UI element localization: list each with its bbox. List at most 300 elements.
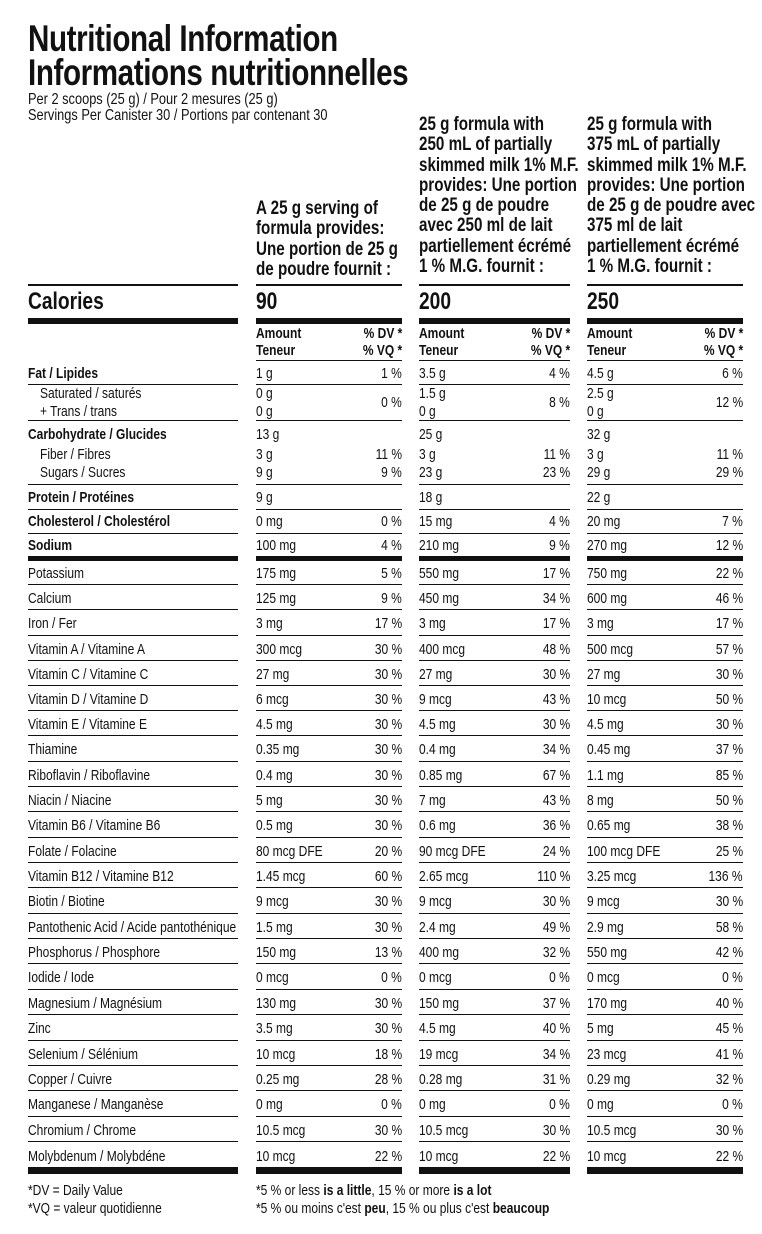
row-rule-col-2 xyxy=(419,989,570,990)
row-rule-col-3 xyxy=(587,584,743,585)
nutrient-dv: 25 % xyxy=(715,843,743,860)
nutrient-amount: 550 mg xyxy=(419,565,460,582)
nutrient-dv: 17 % xyxy=(374,615,402,632)
row-rule-label xyxy=(28,484,238,485)
nutrient-amount: 0.85 mg xyxy=(419,767,463,784)
nutrient-label: Vitamin A / Vitamine A xyxy=(28,641,145,658)
nutrient-amount: 10.5 mcg xyxy=(587,1122,637,1139)
rule-top-col-3 xyxy=(587,284,743,286)
footnote-english-scale: *5 % or less is a little, 15 % or more is a lot xyxy=(256,1182,492,1199)
row-rule-col-2 xyxy=(419,509,570,510)
nutrient-dv: 9 % xyxy=(381,464,402,481)
nutrient-amount: 0 mg xyxy=(256,513,283,530)
row-rule-col-1 xyxy=(256,484,402,485)
nutrient-amount: 0.4 mg xyxy=(256,767,293,784)
amount-header-col-1: Amount Teneur xyxy=(256,325,302,359)
row-rule-col-2 xyxy=(419,384,570,385)
column-heading-line: partiellement écrémé xyxy=(587,235,740,257)
nutrient-dv: 30 % xyxy=(715,666,743,683)
row-rule-col-1 xyxy=(256,556,402,561)
row-rule-col-3 xyxy=(587,533,743,534)
nutrient-amount: 175 mg xyxy=(256,565,297,582)
nutrient-dv: 6 % xyxy=(722,365,743,382)
row-rule-col-2 xyxy=(419,533,570,534)
row-rule-col-1 xyxy=(256,533,402,534)
calories-value-col-1: 90 xyxy=(256,288,278,315)
nutrient-dv: 12 % xyxy=(715,537,743,554)
footnote-french-scale: *5 % ou moins c'est peu, 15 % ou plus c'est beaucoup xyxy=(256,1200,550,1217)
nutrient-label: Biotin / Biotine xyxy=(28,893,105,910)
row-rule-col-3 xyxy=(587,1014,743,1015)
row-rule-col-1 xyxy=(256,509,402,510)
rule-top-col-2 xyxy=(419,284,570,286)
row-rule-col-2 xyxy=(419,887,570,888)
nutrient-dv: 30 % xyxy=(715,716,743,733)
row-rule-label xyxy=(28,837,238,838)
nutrient-label: Iodide / Iode xyxy=(28,969,95,986)
column-heading-line: skimmed milk 1% M.F. xyxy=(587,154,747,176)
nutrient-amount: 3 g xyxy=(256,446,273,463)
nutrient-amount: 2.65 mcg xyxy=(419,868,469,885)
nutrient-dv: 41 % xyxy=(715,1046,743,1063)
row-rule-col-2 xyxy=(419,1116,570,1117)
nutrient-amount: 0 mcg xyxy=(419,969,452,986)
rule-subheader-col-1 xyxy=(256,360,402,361)
nutrient-amount: 18 g xyxy=(419,489,443,506)
row-rule-col-1 xyxy=(256,1167,402,1174)
row-rule-label xyxy=(28,1090,238,1091)
nutrient-amount: 4.5 mg xyxy=(587,716,624,733)
nutrient-label: Vitamin E / Vitamine E xyxy=(28,716,147,733)
nutrient-dv: 9 % xyxy=(549,537,570,554)
nutrient-amount: 6 mcg xyxy=(256,691,289,708)
calories-value-col-3: 250 xyxy=(587,288,620,315)
nutrient-dv: 11 % xyxy=(375,446,402,463)
dv-header-col-2: % DV * % VQ * xyxy=(530,325,570,359)
nutrient-dv: 1 % xyxy=(381,365,402,382)
nutrient-dv: 30 % xyxy=(542,1122,570,1139)
nutrient-dv: 30 % xyxy=(715,893,743,910)
nutrient-dv: 48 % xyxy=(542,641,570,658)
nutrient-amount: 0.45 mg xyxy=(587,741,631,758)
row-rule-col-1 xyxy=(256,1040,402,1041)
row-rule-label xyxy=(28,761,238,762)
row-rule-label xyxy=(28,1167,238,1174)
row-rule-col-3 xyxy=(587,420,743,421)
nutrient-amount: 170 mg xyxy=(587,995,628,1012)
nutrient-dv: 0 % xyxy=(381,969,402,986)
serving-size: Per 2 scoops (25 g) / Pour 2 mesures (25 g) xyxy=(28,91,278,108)
rule-subheader-col-3 xyxy=(587,360,743,361)
row-rule-col-3 xyxy=(587,1065,743,1066)
nutrient-dv: 4 % xyxy=(381,537,402,554)
nutrient-label: Iron / Fer xyxy=(28,615,77,632)
nutrient-dv: 40 % xyxy=(542,1020,570,1037)
row-rule-col-3 xyxy=(587,938,743,939)
row-rule-label xyxy=(28,963,238,964)
nutrient-dv: 34 % xyxy=(542,1046,570,1063)
nutrient-amount: 3.5 g xyxy=(419,365,446,382)
nutrient-amount: 3 mg xyxy=(256,615,283,632)
nutrient-amount: 4.5 mg xyxy=(419,716,456,733)
nutrient-amount: 0 mg xyxy=(256,1096,283,1113)
nutrient-amount: 0 mg xyxy=(419,1096,446,1113)
nutrient-dv: 0 % xyxy=(722,969,743,986)
nutrient-amount: 125 mg xyxy=(256,590,297,607)
row-rule-col-1 xyxy=(256,685,402,686)
nutrient-amount: 600 mg xyxy=(587,590,628,607)
nutrient-label: Manganese / Manganèse xyxy=(28,1096,164,1113)
nutrient-amount: 0 g xyxy=(419,403,436,420)
row-rule-col-3 xyxy=(587,1116,743,1117)
nutrient-dv: 30 % xyxy=(374,716,402,733)
row-rule-label xyxy=(28,584,238,585)
nutrient-dv: 30 % xyxy=(374,741,402,758)
nutrient-dv: 4 % xyxy=(549,365,570,382)
row-rule-col-2 xyxy=(419,1090,570,1091)
row-rule-col-2 xyxy=(419,761,570,762)
row-rule-col-3 xyxy=(587,556,743,561)
nutrient-label: Vitamin B12 / Vitamine B12 xyxy=(28,868,174,885)
nutrient-dv: 50 % xyxy=(715,792,743,809)
row-rule-col-1 xyxy=(256,811,402,812)
row-rule-col-2 xyxy=(419,635,570,636)
nutrient-dv: 0 % xyxy=(381,513,402,530)
row-rule-col-2 xyxy=(419,1040,570,1041)
nutrient-dv: 0 % xyxy=(381,1096,402,1113)
row-rule-label xyxy=(28,1116,238,1117)
nutrient-dv: 110 % xyxy=(536,868,570,885)
nutrient-dv: 85 % xyxy=(715,767,743,784)
nutrient-dv: 23 % xyxy=(542,464,570,481)
nutrient-amount: 10 mcg xyxy=(256,1148,296,1165)
nutrient-amount: 9 mcg xyxy=(256,893,289,910)
row-rule-col-2 xyxy=(419,963,570,964)
nutrient-dv: 34 % xyxy=(542,590,570,607)
nutrient-amount: 10.5 mcg xyxy=(419,1122,469,1139)
nutrient-dv: 30 % xyxy=(374,1122,402,1139)
nutrient-dv: 11 % xyxy=(543,446,570,463)
nutrient-dv: 30 % xyxy=(374,666,402,683)
row-rule-col-2 xyxy=(419,556,570,561)
nutrient-amount: 19 mcg xyxy=(419,1046,459,1063)
column-heading-line: provides: Une portion xyxy=(587,174,745,196)
nutrient-dv: 136 % xyxy=(708,868,743,885)
nutrient-dv: 30 % xyxy=(374,641,402,658)
column-heading-line: provides: Une portion xyxy=(419,174,577,196)
column-heading-line: 25 g formula with xyxy=(419,114,544,135)
nutrient-label: Carbohydrate / Glucides xyxy=(28,426,167,443)
nutrient-label: Fat / Lipides xyxy=(28,365,99,382)
nutrient-amount: 300 mcg xyxy=(256,641,303,658)
nutrient-amount: 150 mg xyxy=(256,944,297,961)
nutrient-label: Vitamin C / Vitamine C xyxy=(28,666,149,683)
row-rule-col-1 xyxy=(256,1141,402,1142)
nutrient-amount: 4.5 mg xyxy=(419,1020,456,1037)
nutrient-amount: 210 mg xyxy=(419,537,460,554)
row-rule-col-1 xyxy=(256,887,402,888)
nutrient-amount: 0.6 mg xyxy=(419,817,456,834)
row-rule-col-3 xyxy=(587,1090,743,1091)
row-rule-col-3 xyxy=(587,1040,743,1041)
nutrient-amount: 9 mcg xyxy=(587,893,620,910)
row-rule-col-3 xyxy=(587,609,743,610)
column-heading-line: 250 mL of partially xyxy=(419,134,553,156)
nutrient-amount: 25 g xyxy=(419,426,443,443)
column-heading-line: A 25 g serving of xyxy=(256,198,378,219)
title-english: Nutritional Information xyxy=(28,18,338,59)
row-rule-label xyxy=(28,938,238,939)
nutrient-amount: 15 mg xyxy=(419,513,453,530)
nutrient-dv: 13 % xyxy=(374,944,402,961)
nutrient-amount: 29 g xyxy=(587,464,611,481)
nutrient-label: Thiamine xyxy=(28,741,78,758)
nutrient-amount: 10 mcg xyxy=(587,1148,627,1165)
nutrient-amount: 2.9 mg xyxy=(587,919,624,936)
nutrient-amount: 27 mg xyxy=(419,666,453,683)
title-french: Informations nutritionnelles xyxy=(28,52,409,93)
row-rule-col-3 xyxy=(587,761,743,762)
nutrient-dv: 40 % xyxy=(715,995,743,1012)
row-rule-col-1 xyxy=(256,913,402,914)
nutrient-amount: 3 g xyxy=(587,446,604,463)
row-rule-col-2 xyxy=(419,786,570,787)
nutrient-label: Riboflavin / Riboflavine xyxy=(28,767,151,784)
row-rule-col-1 xyxy=(256,1090,402,1091)
nutrient-amount: 1 g xyxy=(256,365,273,382)
nutrient-dv: 32 % xyxy=(715,1071,743,1088)
row-rule-label xyxy=(28,786,238,787)
nutrient-label: Molybdenum / Molybdéne xyxy=(28,1148,166,1165)
nutrient-label: Vitamin D / Vitamine D xyxy=(28,691,149,708)
nutrient-amount: 9 mcg xyxy=(419,893,452,910)
row-rule-col-2 xyxy=(419,862,570,863)
nutrient-dv: 30 % xyxy=(374,767,402,784)
nutrient-amount: 0 mcg xyxy=(587,969,620,986)
row-rule-label xyxy=(28,989,238,990)
nutrient-amount: 3.25 mcg xyxy=(587,868,637,885)
nutrient-dv: 0 % xyxy=(722,1096,743,1113)
nutrient-dv: 37 % xyxy=(715,741,743,758)
nutrient-dv: 30 % xyxy=(715,1122,743,1139)
row-rule-col-1 xyxy=(256,710,402,711)
row-rule-col-1 xyxy=(256,384,402,385)
nutrient-amount: 10.5 mcg xyxy=(256,1122,306,1139)
nutrient-amount: 0 mg xyxy=(587,1096,614,1113)
nutrient-dv: 60 % xyxy=(374,868,402,885)
row-rule-col-3 xyxy=(587,660,743,661)
nutrient-dv: 50 % xyxy=(715,691,743,708)
nutrient-dv: 30 % xyxy=(374,919,402,936)
row-rule-label xyxy=(28,862,238,863)
calories-label: Calories xyxy=(28,288,104,315)
dv-header-col-3: % DV * % VQ * xyxy=(703,325,743,359)
row-rule-label xyxy=(28,710,238,711)
row-rule-col-3 xyxy=(587,811,743,812)
nutrient-label: Cholesterol / Cholestérol xyxy=(28,513,171,530)
nutrient-label: Zinc xyxy=(28,1020,51,1037)
nutrient-label: Fiber / Fibres xyxy=(40,446,111,463)
row-rule-label xyxy=(28,384,238,385)
row-rule-col-3 xyxy=(587,484,743,485)
nutrient-dv: 30 % xyxy=(542,893,570,910)
nutrient-dv: 22 % xyxy=(374,1148,402,1165)
row-rule-col-2 xyxy=(419,710,570,711)
nutrient-amount: 9 g xyxy=(256,464,273,481)
nutrient-amount: 400 mcg xyxy=(419,641,466,658)
row-rule-col-1 xyxy=(256,963,402,964)
calories-value-col-2: 200 xyxy=(419,288,452,315)
column-heading-line: partiellement écrémé xyxy=(419,235,572,257)
nutrient-amount: 0.28 mg xyxy=(419,1071,463,1088)
nutrient-amount: 100 mcg DFE xyxy=(587,843,661,860)
nutrient-dv: 22 % xyxy=(715,1148,743,1165)
nutrient-dv: 0 % xyxy=(549,969,570,986)
nutrient-dv: 36 % xyxy=(542,817,570,834)
row-rule-label xyxy=(28,913,238,914)
nutrient-dv: 46 % xyxy=(715,590,743,607)
nutrient-amount: 3 mg xyxy=(587,615,614,632)
row-rule-col-1 xyxy=(256,584,402,585)
nutrient-amount: 2.5 g xyxy=(587,385,614,402)
row-rule-col-3 xyxy=(587,710,743,711)
row-rule-col-1 xyxy=(256,635,402,636)
row-rule-label xyxy=(28,887,238,888)
nutrient-amount: 5 mg xyxy=(587,1020,614,1037)
nutrient-dv: 42 % xyxy=(715,944,743,961)
rule-thick-label xyxy=(28,318,238,324)
column-heading-line: Une portion de 25 g xyxy=(256,238,398,260)
row-rule-col-1 xyxy=(256,1065,402,1066)
nutrient-amount: 3 g xyxy=(419,446,436,463)
nutrient-amount: 9 mcg xyxy=(419,691,452,708)
nutrient-dv: 9 % xyxy=(381,590,402,607)
row-rule-label xyxy=(28,1065,238,1066)
row-rule-col-3 xyxy=(587,509,743,510)
row-rule-col-2 xyxy=(419,420,570,421)
nutrient-amount: 8 mg xyxy=(587,792,614,809)
row-rule-label xyxy=(28,420,238,421)
row-rule-col-3 xyxy=(587,685,743,686)
nutrient-amount: 9 g xyxy=(256,489,273,506)
nutrient-dv: 22 % xyxy=(542,1148,570,1165)
rule-thick-col-2 xyxy=(419,318,570,324)
nutrient-amount: 7 mg xyxy=(419,792,446,809)
nutrient-dv: 28 % xyxy=(374,1071,402,1088)
column-heading-line: 25 g formula with xyxy=(587,114,712,135)
column-heading-375ml xyxy=(587,115,762,277)
row-rule-col-3 xyxy=(587,837,743,838)
nutrient-label: Sodium xyxy=(28,537,72,554)
nutrient-amount: 0.35 mg xyxy=(256,741,300,758)
nutrient-amount: 2.4 mg xyxy=(419,919,456,936)
row-rule-col-2 xyxy=(419,584,570,585)
column-heading-line: de 25 g de poudre xyxy=(419,195,550,217)
nutrient-amount: 1.5 mg xyxy=(256,919,293,936)
nutrient-label: Vitamin B6 / Vitamine B6 xyxy=(28,817,161,834)
nutrient-dv: 24 % xyxy=(542,843,570,860)
row-rule-col-2 xyxy=(419,1014,570,1015)
nutrient-dv: 7 % xyxy=(722,513,743,530)
nutrient-dv: 37 % xyxy=(542,995,570,1012)
nutrient-amount: 500 mcg xyxy=(587,641,634,658)
row-rule-col-1 xyxy=(256,660,402,661)
servings-per-container: Servings Per Canister 30 / Portions par contenant 30 xyxy=(28,107,328,124)
row-rule-col-2 xyxy=(419,1167,570,1174)
rule-top-label xyxy=(28,284,238,286)
nutrient-dv: 30 % xyxy=(542,666,570,683)
nutrient-dv: 30 % xyxy=(542,716,570,733)
nutrient-amount: 10 mcg xyxy=(419,1148,459,1165)
nutrient-amount: 450 mg xyxy=(419,590,460,607)
nutrient-label: Saturated / saturés xyxy=(40,385,142,402)
row-rule-col-2 xyxy=(419,811,570,812)
row-rule-col-2 xyxy=(419,484,570,485)
nutrient-label: Pantothenic Acid / Acide pantothénique xyxy=(28,919,237,936)
column-heading-line: 1 % M.G. fournit : xyxy=(419,256,544,278)
nutrient-dv: 58 % xyxy=(715,919,743,936)
nutrient-amount: 27 mg xyxy=(256,666,290,683)
nutrient-amount: 0.25 mg xyxy=(256,1071,300,1088)
row-rule-col-1 xyxy=(256,786,402,787)
nutrient-amount: 0.65 mg xyxy=(587,817,631,834)
column-heading-line: avec 250 ml de lait xyxy=(419,215,553,237)
nutrient-amount: 22 g xyxy=(587,489,611,506)
row-rule-col-1 xyxy=(256,862,402,863)
nutrient-dv: 4 % xyxy=(549,513,570,530)
row-rule-col-2 xyxy=(419,1141,570,1142)
nutrient-amount: 80 mcg DFE xyxy=(256,843,323,860)
nutrient-label: Potassium xyxy=(28,565,85,582)
row-rule-col-2 xyxy=(419,609,570,610)
nutrient-label: Sugars / Sucres xyxy=(40,464,126,481)
nutrient-label: Copper / Cuivre xyxy=(28,1071,113,1088)
rule-top-col-1 xyxy=(256,284,402,286)
nutrient-amount: 32 g xyxy=(587,426,611,443)
nutrient-dv: 38 % xyxy=(715,817,743,834)
nutrient-amount: 1.5 g xyxy=(419,385,446,402)
row-rule-col-3 xyxy=(587,786,743,787)
row-rule-col-2 xyxy=(419,685,570,686)
nutrient-amount: 400 mg xyxy=(419,944,460,961)
nutrient-dv: 34 % xyxy=(542,741,570,758)
nutrient-dv: 11 % xyxy=(716,446,743,463)
row-rule-label xyxy=(28,635,238,636)
row-rule-col-3 xyxy=(587,1167,743,1174)
row-rule-col-1 xyxy=(256,735,402,736)
nutrient-amount: 0 g xyxy=(587,403,604,420)
column-heading-line: 1 % M.G. fournit : xyxy=(587,256,712,278)
amount-header-col-3: Amount Teneur xyxy=(587,325,633,359)
row-rule-col-3 xyxy=(587,1141,743,1142)
nutrient-dv: 30 % xyxy=(374,995,402,1012)
saturated-trans-dv: 8 % xyxy=(549,394,570,411)
row-rule-col-1 xyxy=(256,761,402,762)
row-rule-col-2 xyxy=(419,660,570,661)
row-rule-col-3 xyxy=(587,635,743,636)
row-rule-col-1 xyxy=(256,420,402,421)
row-rule-label xyxy=(28,1141,238,1142)
nutrient-amount: 750 mg xyxy=(587,565,628,582)
nutrient-dv: 20 % xyxy=(374,843,402,860)
nutrient-amount: 5 mg xyxy=(256,792,283,809)
row-rule-col-2 xyxy=(419,913,570,914)
amount-header-col-2: Amount Teneur xyxy=(419,325,465,359)
rule-thick-col-1 xyxy=(256,318,402,324)
row-rule-col-2 xyxy=(419,837,570,838)
row-rule-col-3 xyxy=(587,862,743,863)
row-rule-col-3 xyxy=(587,913,743,914)
